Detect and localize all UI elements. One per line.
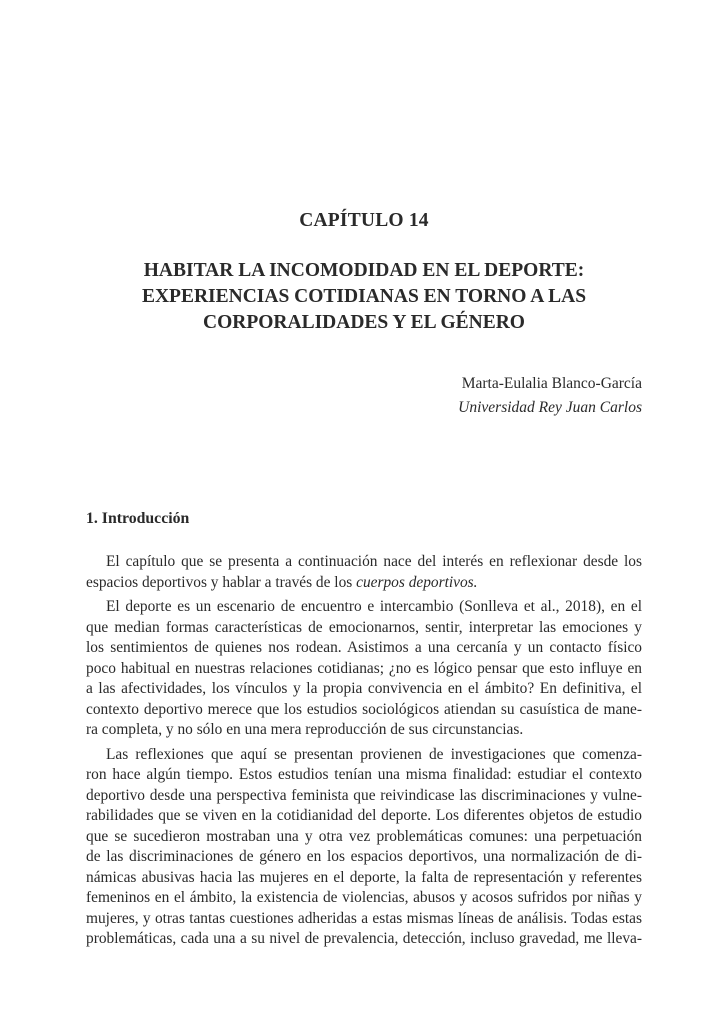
text-line: que se sucedieron mostraban una y otra vez problemáticas comunes: una perpetuación — [86, 827, 642, 845]
text-line: de las discriminaciones de género en los espacios deportivos, una normalización de di- — [86, 848, 642, 865]
text-line: mujeres, y otras tantas cuestiones adheridas a estas mismas líneas de análisis. Todas estas — [86, 909, 642, 927]
author-affiliation: Universidad Rey Juan Carlos — [458, 399, 642, 416]
section-heading: 1. Introducción — [86, 510, 190, 527]
text-line: que median formas características de emocionarnos, sentir, interpretar las emociones y — [86, 618, 642, 636]
text-line: problemáticas, cada una a su nivel de prevalencia, detección, incluso gravedad, me lleva- — [86, 930, 642, 947]
italic-term: cuerpos deportivos. — [356, 573, 478, 591]
paragraph — [86, 597, 642, 741]
text-line: rabilidades que se viven en la cotidianidad del deporte. Los diferentes objetos de estudio — [86, 807, 642, 824]
chapter-title-line: CORPORALIDADES Y EL GÉNERO — [203, 312, 525, 333]
text-line: poco habitual en nuestras relaciones cotidianas; ¿no es lógico pensar que esto influye en — [86, 659, 642, 677]
text-line: El deporte es un escenario de encuentro e intercambio (Sonlleva et al., 2018), en el — [106, 598, 642, 615]
chapter-title — [0, 258, 728, 336]
text-line: El capítulo que se presenta a continuación nace del interés en reflexionar desde los — [106, 553, 642, 570]
text-line: Las reflexiones que aquí se presentan provienen de investigaciones que comenza- — [106, 745, 642, 763]
text-line: ra completa, y no sólo en una mera reproducción de sus circunstancias. — [86, 721, 524, 738]
chapter-title-line: HABITAR LA INCOMODIDAD EN EL DEPORTE: — [143, 260, 585, 281]
paragraph — [86, 745, 642, 950]
author-name: Marta-Eulalia Blanco-García — [461, 375, 642, 392]
chapter-title-line: EXPERIENCIAS COTIDIANAS EN TORNO A LAS — [141, 286, 587, 307]
text-line: femeninos en el ámbito, la existencia de violencias, abusos y acosos sufridos por niñas y — [86, 889, 642, 906]
paragraph — [86, 552, 642, 593]
body-text — [86, 552, 642, 954]
text-line: contexto deportivo merece que los estudios sociológicos atiendan su casuística de mane- — [86, 700, 642, 718]
chapter-number: CAPÍTULO 14 — [299, 210, 429, 231]
text-line: ron hace algún tiempo. Estos estudios tenían una misma finalidad: estudiar el contexto — [86, 766, 642, 783]
text-line: los sentimientos de quienes nos rodean. Asistimos a una cercanía y un contacto físico — [86, 639, 642, 656]
text-line: a las afectividades, los vínculos y la propia convivencia en el ámbito? En definitiva, el — [86, 680, 642, 697]
text-line: námicas abusivas hacia las mujeres en el deporte, la falta de representación y referentes — [86, 868, 642, 886]
text-line: deportivo desde una perspectiva feminista que reivindicase las discriminaciones y vulne- — [86, 786, 642, 804]
text-span: espacios deportivos y hablar a través de los — [86, 573, 357, 591]
text-line — [86, 573, 642, 594]
author-block — [458, 372, 642, 420]
